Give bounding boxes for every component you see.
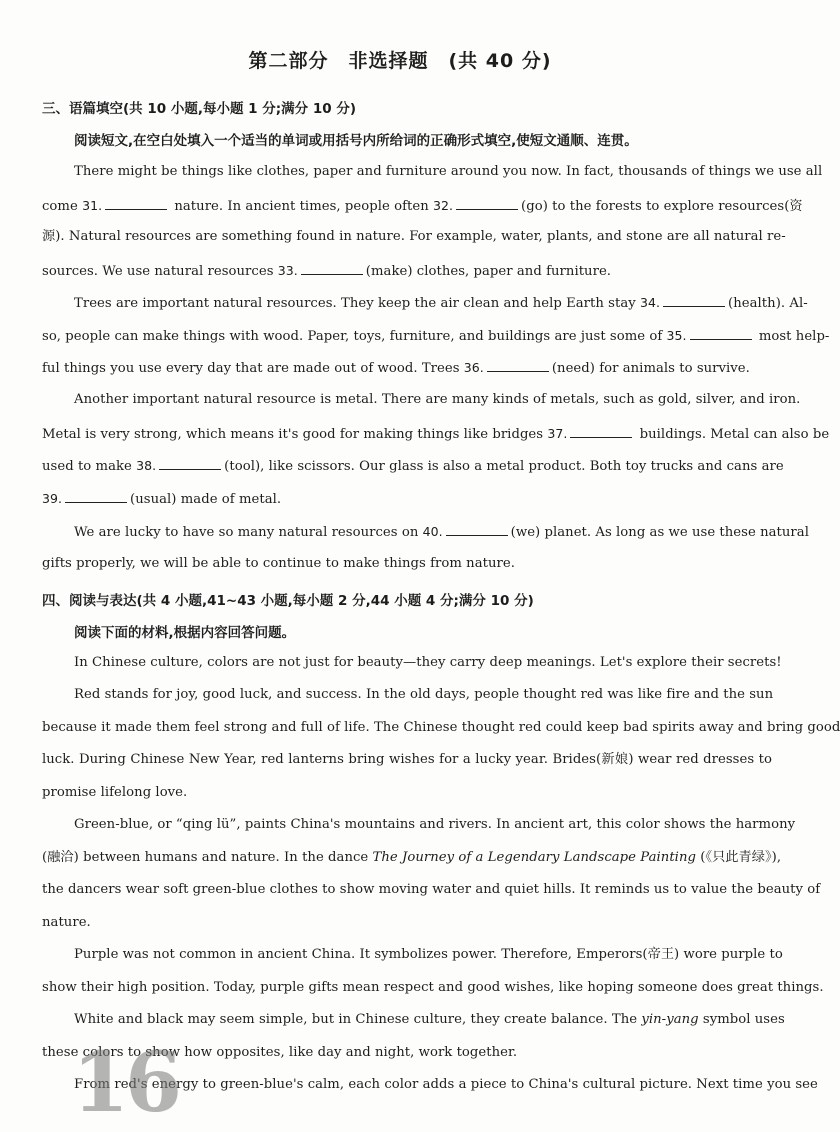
passage-line: In Chinese culture, colors are not just for beauty—they carry deep meanings. Let's explore their secrets! bbox=[74, 655, 782, 670]
passage-line bbox=[42, 228, 786, 246]
page-number: 16 bbox=[72, 1035, 179, 1131]
answer-blank[interactable] bbox=[65, 489, 127, 503]
answer-blank[interactable] bbox=[690, 326, 752, 340]
question-number: 31. bbox=[82, 198, 103, 213]
passage-line bbox=[42, 489, 772, 509]
text-segment: White and black may seem simple, but in Chinese culture, they create balance. The bbox=[74, 1012, 638, 1027]
question-number: 35. bbox=[666, 328, 687, 343]
question-number: 37. bbox=[547, 426, 568, 441]
section-4-instruction: 阅读下面的材料,根据内容回答问题。 bbox=[74, 625, 296, 641]
passage-line bbox=[42, 196, 803, 216]
passage-line: promise lifelong love. bbox=[42, 785, 188, 800]
answer-blank[interactable] bbox=[663, 293, 725, 307]
text-segment: (health). Al- bbox=[728, 296, 808, 311]
passage-line bbox=[42, 358, 772, 378]
passage-line: Green-blue, or “qing lü”, paints China's mountains and rivers. In ancient art, this color shows the harmony bbox=[74, 817, 796, 832]
passage-line bbox=[42, 849, 782, 867]
text-segment: (usual) made of metal. bbox=[130, 492, 282, 507]
text-segment: used to make bbox=[42, 459, 137, 474]
text-segment: (need) for animals to survive. bbox=[551, 361, 750, 376]
answer-blank[interactable] bbox=[301, 261, 363, 275]
question-number: 34. bbox=[640, 295, 661, 310]
passage-line: the dancers wear soft green-blue clothes to show moving water and quiet hills. It reminds us to value the beauty of bbox=[42, 882, 821, 897]
text-segment: come bbox=[42, 199, 83, 214]
passage-line bbox=[74, 293, 808, 313]
passage-line bbox=[74, 163, 823, 181]
passage-line: From red's energy to green-blue's calm, each color adds a piece to China's cultural picture. Next time you see bbox=[74, 1077, 818, 1092]
text-segment: Trees are important natural resources. They keep the air clean and help Earth stay bbox=[74, 296, 640, 311]
text-segment: (we) planet. As long as we use these natural bbox=[510, 525, 809, 540]
passage-line bbox=[74, 1011, 785, 1029]
question-number: 40. bbox=[422, 524, 443, 539]
text-segment: (融洽) between humans and nature. In the dance bbox=[42, 850, 369, 865]
italic-term: yin-yang bbox=[641, 1012, 699, 1027]
answer-blank[interactable] bbox=[446, 522, 508, 536]
question-number: 38. bbox=[136, 458, 157, 473]
section-3-instruction: 阅读短文,在空白处填入一个适当的单词或用括号内所给词的正确形式填空,使短文通顺、连贯。 bbox=[74, 133, 638, 149]
passage-line: because it made them feel strong and full of life. The Chinese thought red could keep bad spirits away and bring good bbox=[42, 720, 840, 735]
answer-blank[interactable] bbox=[456, 196, 518, 210]
passage-line bbox=[74, 391, 801, 409]
question-number: 39. bbox=[42, 491, 63, 506]
passage-line: luck. During Chinese New Year, red lanterns bring wishes for a lucky year. Brides(新娘) wear red dresses to bbox=[42, 752, 772, 767]
question-number: 32. bbox=[433, 198, 454, 213]
section-3-heading: 三、语篇填空(共 10 小题,每小题 1 分;满分 10 分) bbox=[42, 101, 357, 117]
italic-title: The Journey of a Legendary Landscape Painting bbox=[372, 850, 696, 865]
passage-line bbox=[74, 522, 809, 542]
passage-line bbox=[42, 261, 772, 281]
answer-blank[interactable] bbox=[105, 196, 167, 210]
text-segment: Another important natural resource is metal. There are many kinds of metals, such as gold, silver, and iron. bbox=[74, 392, 801, 407]
text-segment: buildings. Metal can also be bbox=[635, 427, 830, 442]
text-segment: (tool), like scissors. Our glass is also a metal product. Both toy trucks and cans are bbox=[224, 459, 784, 474]
passage-line bbox=[42, 555, 772, 573]
passage-line: show their high position. Today, purple gifts mean respect and good wishes, like hoping someone does great things. bbox=[42, 980, 824, 995]
text-segment: sources. We use natural resources bbox=[42, 264, 278, 279]
text-segment: (《只此青绿》), bbox=[700, 850, 782, 865]
text-segment: nature. In ancient times, people often bbox=[170, 199, 434, 214]
answer-blank[interactable] bbox=[487, 358, 549, 372]
passage-line bbox=[42, 424, 830, 444]
answer-blank[interactable] bbox=[159, 456, 221, 470]
text-segment: There might be things like clothes, paper and furniture around you now. In fact, thousands of things we use all bbox=[74, 164, 823, 179]
passage-line bbox=[42, 456, 784, 476]
passage-line: these colors to show how opposites, like day and night, work together. bbox=[42, 1045, 518, 1060]
question-number: 33. bbox=[277, 263, 298, 278]
answer-blank[interactable] bbox=[570, 424, 632, 438]
text-segment: gifts properly, we will be able to continue to make things from nature. bbox=[42, 556, 515, 571]
section-4-heading: 四、阅读与表达(共 4 小题,41~43 小题,每小题 2 分,44 小题 4 分;满分 10 分) bbox=[42, 593, 534, 609]
text-segment: most help- bbox=[754, 329, 830, 344]
passage-line: Purple was not common in ancient China. It symbolizes power. Therefore, Emperors(帝王) wore purple to bbox=[74, 947, 783, 962]
passage-line: nature. bbox=[42, 915, 91, 930]
text-segment: We are lucky to have so many natural resources on bbox=[74, 525, 423, 540]
passage-line bbox=[42, 326, 830, 346]
text-segment: ful things you use every day that are made out of wood. Trees bbox=[42, 361, 464, 376]
text-segment: (make) clothes, paper and furniture. bbox=[365, 264, 612, 279]
text-segment: (go) to the forests to explore resources(资 bbox=[521, 199, 803, 214]
part-title: 第二部分 非选择题 (共 40 分) bbox=[248, 50, 552, 72]
text-segment: 源). Natural resources are something found in nature. For example, water, plants, and stone are all natural re- bbox=[42, 229, 786, 244]
question-number: 36. bbox=[463, 360, 484, 375]
text-segment: Metal is very strong, which means it's good for making things like bridges bbox=[42, 427, 548, 442]
text-segment: symbol uses bbox=[702, 1012, 785, 1027]
text-segment: so, people can make things with wood. Paper, toys, furniture, and buildings are just some of bbox=[42, 329, 667, 344]
passage-line: Red stands for joy, good luck, and success. In the old days, people thought red was like fire and the sun bbox=[74, 687, 774, 702]
